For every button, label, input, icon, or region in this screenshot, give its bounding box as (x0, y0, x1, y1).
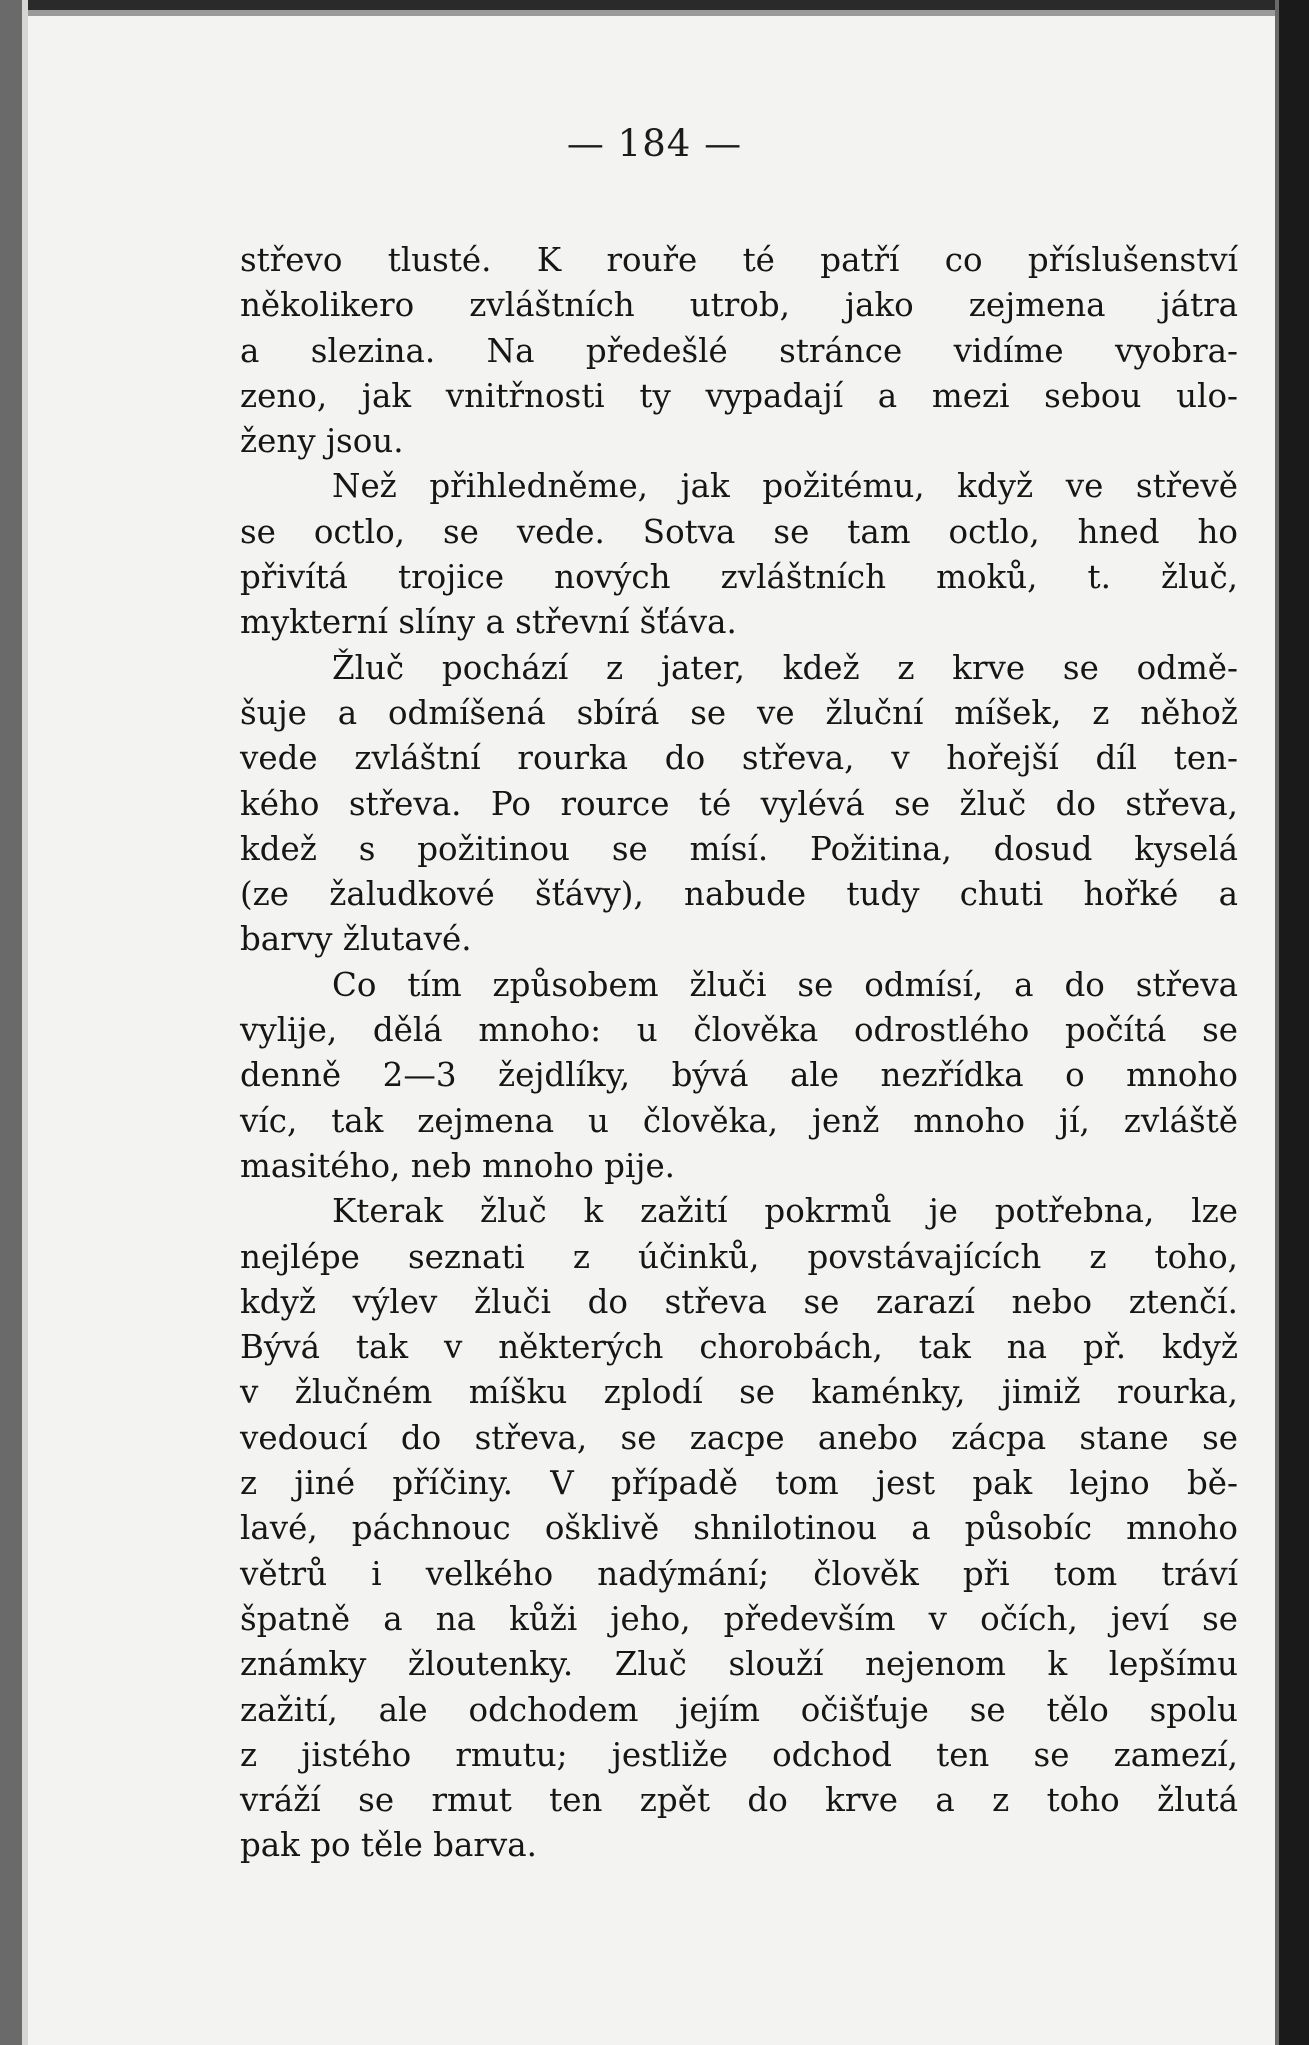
text-line: několikero zvláštních utrob, jako zejmena játra (240, 286, 1238, 325)
text-line: zažití, ale odchodem jejím očišťuje se tělo spolu (240, 1690, 1238, 1729)
text-line: Kterak žluč k zažití pokrmů je potřebna, lze (332, 1192, 1238, 1231)
text-line: v žlučném míšku zplodí se kaménky, jimiž rourka, (240, 1373, 1238, 1412)
text-line: Co tím způsobem žluči se odmísí, a do střeva (332, 965, 1238, 1004)
text-line: šuje a odmíšená sbírá se ve žluční míšek, z něhož (240, 693, 1238, 732)
text-line: z jiné příčiny. V případě tom jest pak lejno bě- (240, 1464, 1238, 1503)
text-line: ženy jsou. (240, 422, 404, 461)
text-line: kého střeva. Po rource té vylévá se žluč do střeva, (240, 784, 1238, 823)
text-line: když výlev žluči do střeva se zarazí nebo ztenčí. (240, 1282, 1238, 1321)
text-line: se octlo, se vede. Sotva se tam octlo, hned ho (240, 512, 1238, 551)
text-line: z jistého rmutu; jestliže odchod ten se zamezí, (240, 1735, 1238, 1774)
text-line: vylije, dělá mnoho: u člověka odrostlého počítá se (240, 1011, 1238, 1050)
text-line: pak po těle barva. (240, 1826, 537, 1865)
text-line: mykterní slíny a střevní šťáva. (240, 603, 737, 642)
text-line: masitého, neb mnoho pije. (240, 1146, 676, 1185)
text-line: víc, tak zejmena u člověka, jenž mnoho jí, zvláště (240, 1101, 1238, 1140)
body-text (240, 238, 1238, 1869)
scan-top-edge-fade (0, 10, 1309, 16)
scan-right-edge (1279, 0, 1309, 2045)
text-line: lavé, páchnouc ošklivě shnilotinou a působíc mnoho (240, 1509, 1238, 1548)
text-line: a slezina. Na předešlé stránce vidíme vyobra- (240, 331, 1238, 370)
text-line: kdež s požitinou se mísí. Požitina, dosud kyselá (240, 829, 1238, 868)
text-line: Bývá tak v některých chorobách, tak na př. když (240, 1328, 1238, 1367)
text-line: nejlépe seznati z účinků, povstávajících z toho, (240, 1237, 1238, 1276)
text-line: barvy žlutavé. (240, 920, 472, 959)
scan-top-edge (0, 0, 1309, 10)
scan-left-edge (0, 0, 22, 2045)
text-line: zeno, jak vnitřnosti ty vypadají a mezi sebou ulo- (240, 376, 1238, 415)
page-number: — 184 — (566, 122, 743, 165)
text-line: Než přihledněme, jak požitému, když ve střevě (332, 467, 1238, 506)
text-line: vedoucí do střeva, se zacpe anebo zácpa stane se (240, 1418, 1238, 1457)
text-line: Žluč pochází z jater, kdež z krve se odmě- (332, 648, 1238, 687)
text-line: vráží se rmut ten zpět do krve a z toho žlutá (240, 1781, 1238, 1820)
text-line: denně 2—3 žejdlíky, bývá ale nezřídka o mnoho (240, 1056, 1238, 1095)
text-line: větrů i velkého nadýmání; člověk při tom tráví (240, 1554, 1238, 1593)
text-line: přivítá trojice nových zvláštních moků, t. žluč, (240, 558, 1238, 597)
text-line: vede zvláštní rourka do střeva, v hořejší díl ten- (240, 739, 1238, 778)
text-line: střevo tlusté. K rouře té patří co příslušenství (240, 241, 1238, 279)
text-line: známky žloutenky. Zluč slouží nejenom k lepšímu (240, 1645, 1238, 1684)
text-line: špatně a na kůži jeho, především v očích, jeví se (240, 1599, 1238, 1638)
text-line: (ze žaludkové šťávy), nabude tudy chuti hořké a (240, 875, 1238, 914)
scan-left-edge-light (22, 0, 28, 2045)
